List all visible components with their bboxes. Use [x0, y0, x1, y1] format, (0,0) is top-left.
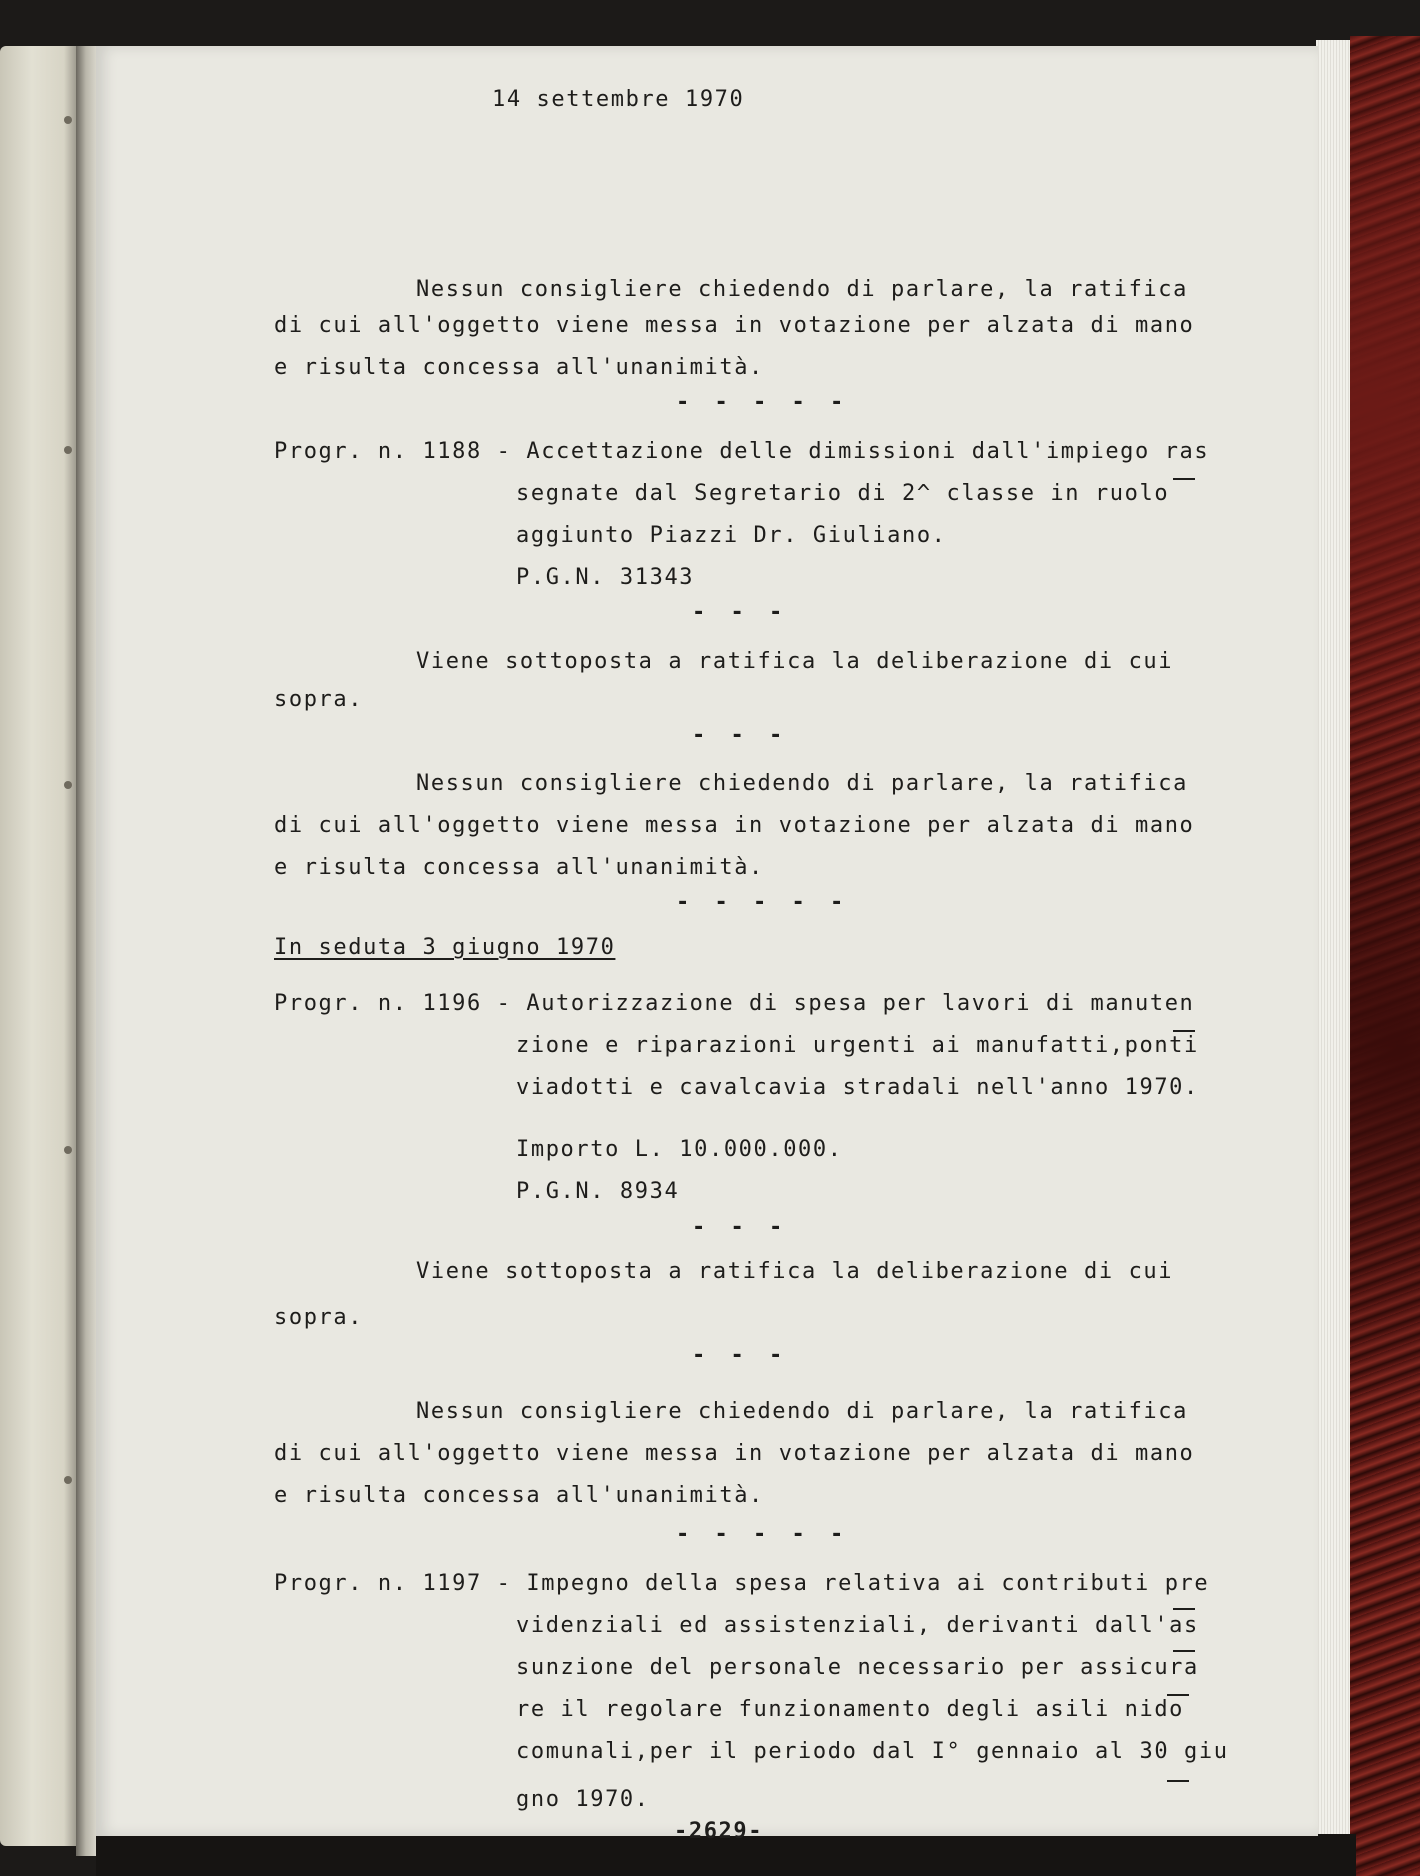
continuation-mark: [1173, 1608, 1195, 1610]
page-number: -2629-: [674, 1819, 764, 1844]
page-edges: [1316, 40, 1354, 1840]
agenda-item-1188: Progr. n. 1188 - Accettazione delle dimissioni dall'impiego ras: [274, 439, 1210, 464]
text-line: videnziali ed assistenziali, derivanti dall'as: [516, 1613, 1199, 1638]
separator: - - -: [692, 1343, 789, 1368]
binding-pin: [64, 116, 72, 124]
agenda-item-1197: Progr. n. 1197 - Impegno della spesa relativa ai contributi pre: [274, 1571, 1210, 1596]
text-line: viadotti e cavalcavia stradali nell'anno 1970.: [516, 1075, 1199, 1100]
text-line: zione e riparazioni urgenti ai manufatti,ponti: [516, 1033, 1199, 1058]
separator: - - - - -: [676, 890, 850, 915]
facing-page: [0, 46, 80, 1846]
text-line: aggiunto Piazzi Dr. Giuliano.: [516, 523, 947, 548]
text-line: Nessun consigliere chiedendo di parlare, la ratifica: [416, 277, 1188, 302]
separator: - - - - -: [676, 390, 850, 415]
book-gutter: [76, 46, 98, 1856]
text-line: e risulta concessa all'unanimità.: [274, 355, 764, 380]
text-line: di cui all'oggetto viene messa in votazione per alzata di mano: [274, 813, 1195, 838]
text-line: Nessun consigliere chiedendo di parlare, la ratifica: [416, 771, 1188, 796]
text-line: di cui all'oggetto viene messa in votazione per alzata di mano: [274, 313, 1195, 338]
text-line: gno 1970.: [516, 1787, 650, 1812]
binding-pin: [64, 446, 72, 454]
separator: - - -: [692, 723, 789, 748]
text-line: Viene sottoposta a ratifica la deliberazione di cui: [416, 1259, 1174, 1284]
text-line: e risulta concessa all'unanimità.: [274, 1483, 764, 1508]
book-binding: [1350, 36, 1420, 1876]
text-line: re il regolare funzionamento degli asili nido: [516, 1697, 1185, 1722]
agenda-item-1196: Progr. n. 1196 - Autorizzazione di spesa per lavori di manuten: [274, 991, 1195, 1016]
binding-pin: [64, 781, 72, 789]
binding-pin: [64, 1476, 72, 1484]
continuation-mark: [1173, 1650, 1195, 1652]
separator: - - -: [692, 1215, 789, 1240]
binding-pin: [64, 1146, 72, 1154]
text-line: Viene sottoposta a ratifica la deliberazione di cui: [416, 649, 1174, 674]
text-line: segnate dal Segretario di 2^ classe in ruolo: [516, 481, 1170, 506]
continuation-mark: [1167, 1780, 1189, 1782]
text-line: di cui all'oggetto viene messa in votazione per alzata di mano: [274, 1441, 1195, 1466]
amount-line: Importo L. 10.000.000.: [516, 1137, 843, 1162]
text-line: Nessun consigliere chiedendo di parlare, la ratifica: [416, 1399, 1188, 1424]
pgn-number: P.G.N. 8934: [516, 1179, 680, 1204]
text-line: sunzione del personale necessario per assicura: [516, 1655, 1199, 1680]
separator: - - - - -: [676, 1522, 850, 1547]
pgn-number: P.G.N. 31343: [516, 565, 695, 590]
text-line: sopra.: [274, 687, 364, 712]
text-line: comunali,per il periodo dal I° gennaio al 30 giu: [516, 1739, 1229, 1764]
text-line: e risulta concessa all'unanimità.: [274, 855, 764, 880]
continuation-mark: [1173, 478, 1195, 480]
page-date: 14 settembre 1970: [492, 87, 745, 112]
document-page: [96, 46, 1318, 1844]
separator: - - -: [692, 600, 789, 625]
session-heading: In seduta 3 giugno 1970: [274, 935, 616, 960]
text-line: sopra.: [274, 1305, 364, 1330]
